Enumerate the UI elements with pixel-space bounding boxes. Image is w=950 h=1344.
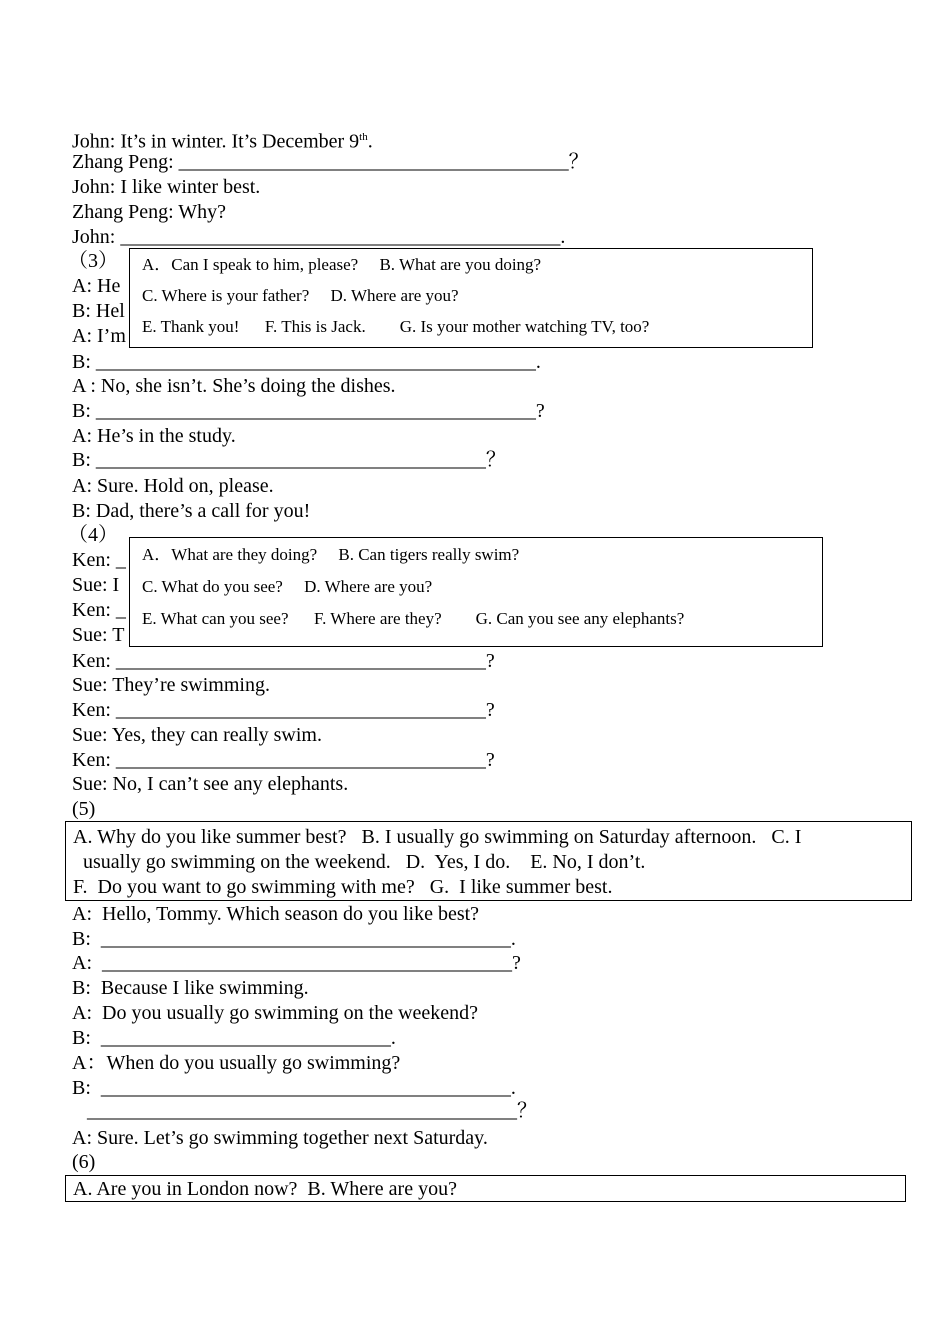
dialogue-line: A: He xyxy=(72,275,121,297)
dialogue-line: B: _________________________________________. xyxy=(72,928,516,950)
text: . xyxy=(367,130,373,153)
dialogue-line: A: Sure. Let’s go swimming together next Saturday. xyxy=(72,1127,488,1149)
dialogue-line: B: Because I like swimming. xyxy=(72,977,309,999)
text: John: It’s in winter. It’s December 9 xyxy=(72,130,360,153)
dialogue-line: A : No, she isn’t. She’s doing the dishes. xyxy=(72,375,396,397)
dialogue-line: A：When do you usually go swimming? xyxy=(72,1052,401,1074)
dialogue-line: B: Hel xyxy=(72,300,125,322)
dialogue-line: B: _____________________________. xyxy=(72,1027,396,1049)
dialogue-line: Sue: T xyxy=(72,624,125,646)
option-row: C. What do you see? D. Where are you? xyxy=(142,577,433,596)
dialogue-line: Zhang Peng: Why? xyxy=(72,201,227,223)
section-label: （3） xyxy=(68,250,118,272)
options-box xyxy=(129,537,823,647)
option-row: E. What can you see? F. Where are they? G. Can you see any elephants? xyxy=(142,609,685,628)
dialogue-line: B: ____________________________________________. xyxy=(72,351,541,373)
option-row: usually go swimming on the weekend. D. Yes, I do. E. No, I don’t. xyxy=(73,851,646,873)
option-row: F. Do you want to go swimming with me? G. I like summer best. xyxy=(73,876,613,898)
dialogue-line: B: Dad, there’s a call for you! xyxy=(72,500,311,522)
dialogue-line: Ken: _____________________________________? xyxy=(72,650,495,672)
dialogue-line: Sue: No, I can’t see any elephants. xyxy=(72,773,349,795)
section-label: (5) xyxy=(72,798,96,820)
options-box xyxy=(65,821,912,901)
dialogue-line: A: Hello, Tommy. Which season do you like best? xyxy=(72,903,480,925)
option-row: A. Why do you like summer best? B. I usually go swimming on Saturday afternoon. C. I xyxy=(73,826,802,848)
option-row: C. Where is your father? D. Where are you? xyxy=(142,286,459,305)
dialogue-line: John: I like winter best. xyxy=(72,176,261,198)
dialogue-line: B: _________________________________________. xyxy=(72,1077,516,1099)
dialogue-line: A: Sure. Hold on, please. xyxy=(72,475,274,497)
superscript: th xyxy=(359,131,368,143)
dialogue-line: Sue: Yes, they can really swim. xyxy=(72,724,322,746)
dialogue-line: A: _________________________________________? xyxy=(72,952,521,974)
dialogue-line: A: Do you usually go swimming on the weekend? xyxy=(72,1002,479,1024)
option-row: A．Can I speak to him, please? B. What are you doing? xyxy=(142,255,542,274)
dialogue-line: Sue: I xyxy=(72,574,120,596)
options-box xyxy=(65,1175,906,1202)
section-label: (6) xyxy=(72,1151,96,1173)
dialogue-line: Ken: _____________________________________? xyxy=(72,749,495,771)
section-label: （4） xyxy=(68,524,118,546)
dialogue-line: A: He’s in the study. xyxy=(72,425,236,447)
dialogue-line: B: ____________________________________________? xyxy=(72,400,545,422)
dialogue-line: Ken: _ xyxy=(72,549,126,571)
option-row: E. Thank you! F. This is Jack. G. Is your mother watching TV, too? xyxy=(142,317,650,336)
dialogue-line: John: ____________________________________________. xyxy=(72,226,566,248)
dialogue-line: Zhang Peng: _______________________________________？ xyxy=(72,151,589,173)
dialogue-line: ___________________________________________？ xyxy=(72,1100,537,1122)
dialogue-line: Ken: _ xyxy=(72,599,126,621)
option-row: A. Are you in London now? B. Where are you? xyxy=(73,1178,457,1200)
dialogue-line: A: I’m xyxy=(72,325,126,347)
option-row: A．What are they doing? B. Can tigers really swim? xyxy=(142,545,520,564)
options-box xyxy=(129,248,813,348)
dialogue-line: B: _______________________________________？ xyxy=(72,449,506,471)
dialogue-line: Sue: They’re swimming. xyxy=(72,674,270,696)
dialogue-line: Ken: _____________________________________? xyxy=(72,699,495,721)
